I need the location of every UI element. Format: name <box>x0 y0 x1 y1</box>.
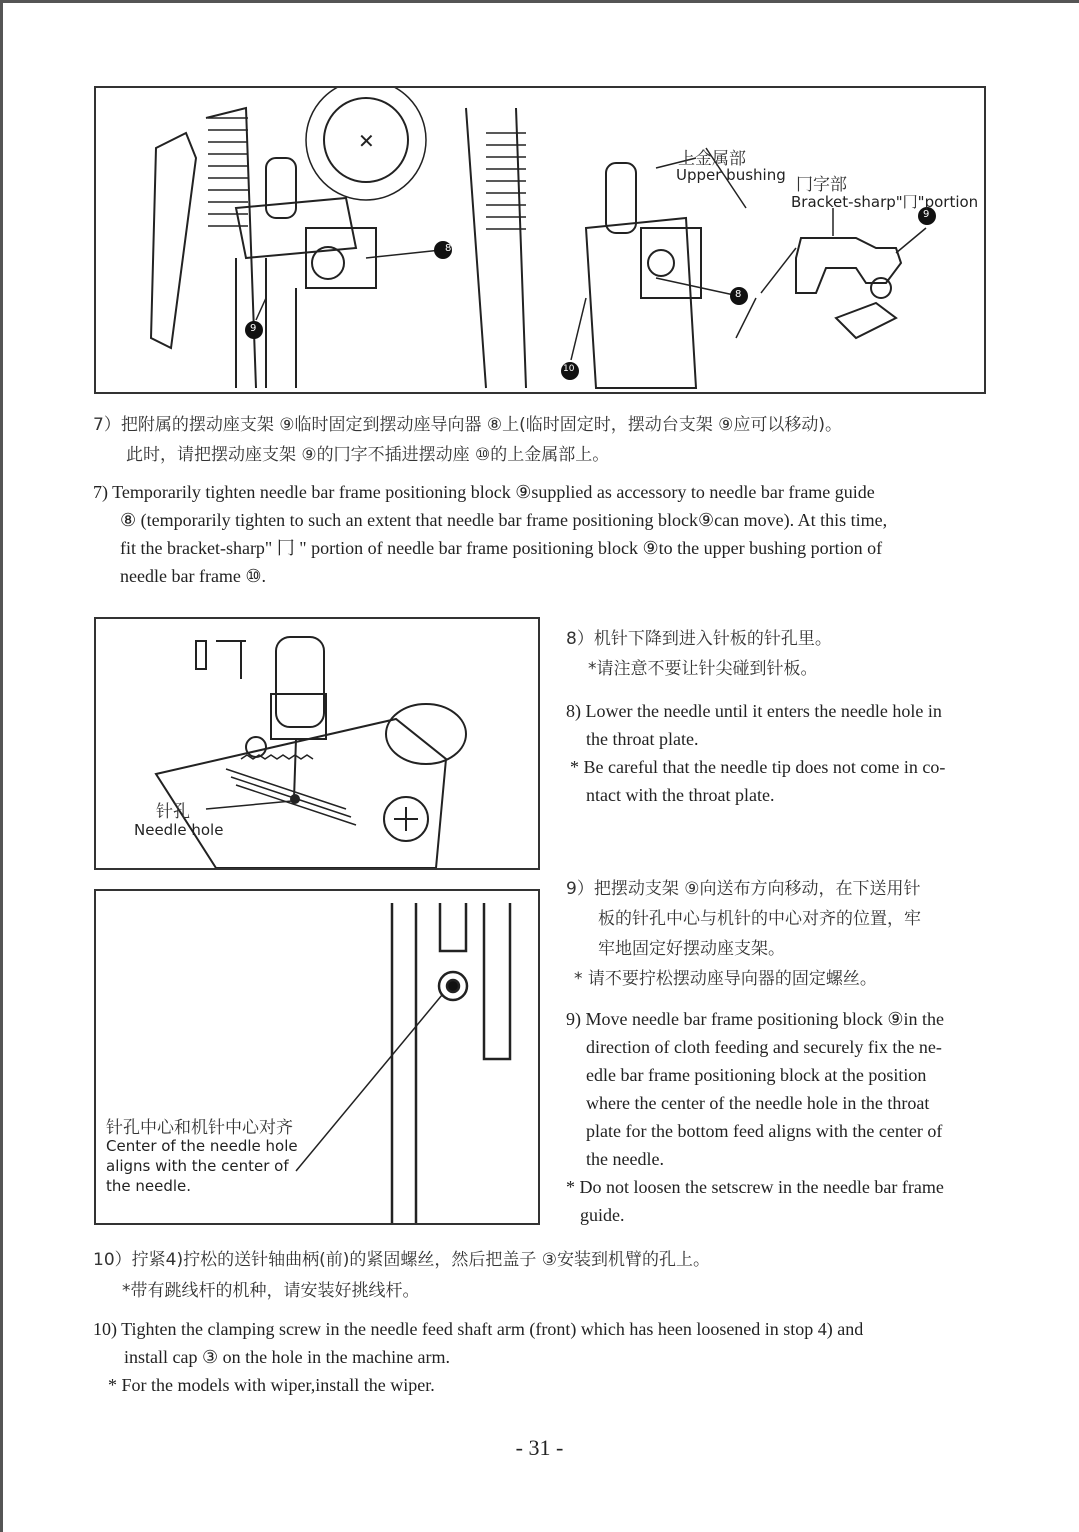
rail-right <box>484 903 510 1059</box>
step10-en-line2: install cap ③ on the hole in the machine arm. <box>124 1347 451 1367</box>
step7-en-line4: needle bar frame ⑩. <box>120 566 267 586</box>
needle-hole-marker <box>291 795 299 803</box>
step10-en-line1: 10) Tighten the clamping screw in the needle feed shaft arm (front) which has heen loosened in stop 4) and <box>93 1319 864 1339</box>
figure-bracket-installation <box>94 86 986 394</box>
bracket-label-en: Bracket-sharp"冂"portion <box>791 193 979 211</box>
bracket-label-zh: 冂字部 <box>796 175 847 195</box>
page-edge-left <box>0 0 3 1532</box>
needle-hole-label-en: Needle hole <box>134 821 224 839</box>
step7-en-line1: 7) Temporarily tighten needle bar frame positioning block ⑨supplied as accessory to needle bar frame guide <box>93 482 875 502</box>
step8-en-line4: ntact with the throat plate. <box>586 785 775 805</box>
page-number: - 31 - <box>515 1435 564 1460</box>
small-screw <box>246 737 266 757</box>
step10-zh-line1: 10）拧紧4)拧松的送针轴曲柄(前)的紧固螺丝，然后把盖子 ③安装到机臂的孔上。 <box>93 1250 710 1270</box>
step8-zh-line1: 8）机针下降到进入针板的针孔里。 <box>566 629 832 649</box>
page-edge-top <box>0 0 1079 3</box>
step9-en-line1: 9) Move needle bar frame positioning block ⑨in the <box>566 1009 945 1029</box>
bobbin-plate <box>386 704 466 764</box>
figure-needle-hole <box>94 617 540 870</box>
step9-zh-line3: 牢地固定好摆动座支架。 <box>598 939 785 959</box>
figure-needle-alignment <box>94 889 540 1225</box>
needle-hole-label-zh: 针孔 <box>156 802 190 822</box>
step10-en-line3: * For the models with wiper,install the wiper. <box>108 1375 435 1395</box>
alignment-leader <box>296 995 442 1171</box>
callout-8-left-number: 8 <box>445 243 452 254</box>
alignment-label-en3: the needle. <box>106 1177 192 1195</box>
step10-zh-line2: *带有跳线杆的机种，请安装好挑线杆。 <box>122 1281 420 1301</box>
step7-en-line2: ⑧ (temporarily tighten to such an extent that needle bar frame positioning block⑨can move). At this time, <box>120 510 888 530</box>
callouts <box>96 88 984 392</box>
needle-slot <box>440 903 466 951</box>
step8-en-line2: the throat plate. <box>586 729 699 749</box>
callout-8-right-number: 8 <box>735 289 742 300</box>
step8-en-line1: 8) Lower the needle until it enters the needle hole in <box>566 701 942 721</box>
step9-en-line4: where the center of the needle hole in the throat <box>586 1093 930 1113</box>
step9-zh-line1: 9）把摆动支架 ⑨向送布方向移动，在下送用针 <box>566 879 921 899</box>
needle <box>294 739 296 799</box>
step7-zh-line1: 7）把附属的摆动座支架 ⑨临时固定到摆动座导向器 ⑧上(临时固定时，摆动台支架 ⑨应可以移动)。 <box>93 415 843 435</box>
upper-bushing-label-zh: 上金属部 <box>678 149 746 169</box>
callout-9-right-number: 9 <box>923 209 930 220</box>
needle-center-dot <box>447 980 459 992</box>
alignment-label-en2: aligns with the center of <box>106 1157 289 1175</box>
needle-clamp <box>271 694 326 739</box>
svg-text:✕: ✕ <box>358 129 375 153</box>
plate-screw-slot <box>394 807 418 831</box>
needle-bar <box>276 637 324 727</box>
callout-9-left-number: 9 <box>250 323 257 334</box>
step9-en-line3: edle bar frame positioning block at the position <box>586 1065 927 1085</box>
step7-en-line3: fit the bracket-sharp" 冂 " portion of needle bar frame positioning block ⑨to the upper bushing portion of <box>120 538 883 558</box>
step8-en-line3: * Be careful that the needle tip does not come in co- <box>570 757 946 777</box>
alignment-label-en1: Center of the needle hole <box>106 1137 298 1155</box>
step9-en-line7: * Do not loosen the setscrew in the needle bar frame <box>566 1177 944 1197</box>
callout-10-right-number: 10 <box>563 364 575 374</box>
step9-zh-line2: 板的针孔中心与机针的中心对齐的位置，牢 <box>598 909 921 929</box>
step9-en-line6: the needle. <box>586 1149 664 1169</box>
step9-en-line8: guide. <box>580 1205 625 1225</box>
step9-zh-line4: * 请不要拧松摆动座导向器的固定螺丝。 <box>574 969 877 989</box>
alignment-label-zh: 针孔中心和机针中心对齐 <box>106 1118 293 1138</box>
step9-en-line5: plate for the bottom feed aligns with the center of <box>586 1121 943 1141</box>
step9-en-line2: direction of cloth feeding and securely fix the ne- <box>586 1037 942 1057</box>
presser-foot-top <box>196 641 246 679</box>
needle-hole-leader <box>206 801 292 809</box>
upper-bushing-label-en: Upper bushing <box>676 166 786 184</box>
feed-dog-teeth <box>226 755 356 825</box>
step8-zh-line2: *请注意不要让针尖碰到针板。 <box>588 659 818 679</box>
step7-zh-line2: 此时，请把摆动座支架 ⑨的冂字不插进摆动座 ⑩的上金属部上。 <box>126 445 610 465</box>
